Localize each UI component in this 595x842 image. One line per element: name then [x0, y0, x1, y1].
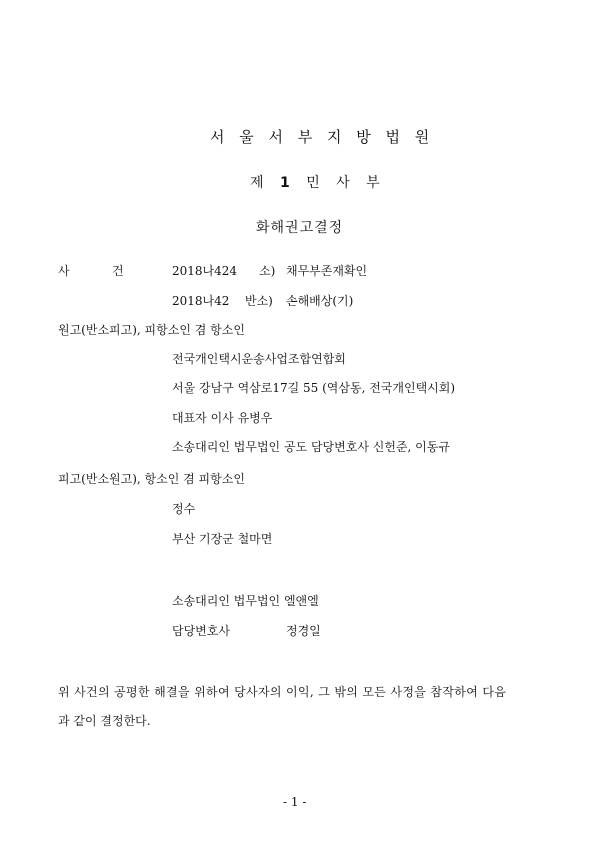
case-label-1: 사 — [58, 264, 70, 278]
defendant-attorney-label: 담당변호사 — [172, 624, 230, 638]
plaintiff-representative: 대표자 이사 유병우 — [172, 411, 273, 425]
plaintiff-address: 서울 강남구 역삼로17길 55 (역삼동, 전국개인택시회) — [172, 381, 456, 395]
division-prefix: 제 — [250, 175, 270, 191]
case-label-2: 건 — [112, 264, 124, 278]
decision-text-line-2: 과 같이 결정한다. — [58, 714, 151, 728]
case-name-2: 손해배상(기) — [286, 294, 354, 308]
plaintiff-name: 전국개인택시운송사업조합연합회 — [172, 352, 346, 366]
defendant-name: 정수 — [172, 502, 196, 516]
case-name-1: 채무부존재확인 — [286, 264, 368, 278]
division-suffix: 민 사 부 — [306, 175, 386, 191]
division — [250, 172, 386, 192]
decision-text-line-1: 위 사건의 공평한 해결을 위하여 당사자의 이익, 그 밖의 모든 사정을 참작하여 다음 — [58, 685, 507, 699]
page-number: - 1 - — [283, 795, 307, 809]
case-number-2: 2018나42 — [172, 294, 230, 308]
division-number: 1 — [279, 175, 296, 191]
case-type-2: 반소) — [245, 294, 273, 308]
plaintiff-counsel: 소송대리인 법무법인 공도 담당변호사 신헌준, 이동규 — [172, 440, 450, 454]
case-type-1: 소) — [259, 264, 276, 278]
document-title: 화해권고결정 — [256, 220, 344, 236]
defendant-counsel: 소송대리인 법무법인 엘앤엘 — [172, 594, 319, 608]
defendant-attorney-name: 정경일 — [286, 624, 321, 638]
defendant-role: 피고(반소원고), 항소인 겸 피항소인 — [58, 472, 245, 486]
plaintiff-role: 원고(반소피고), 피항소인 겸 항소인 — [58, 323, 245, 337]
defendant-address: 부산 기장군 철마면 — [172, 532, 273, 546]
court-name: 서 울 서 부 지 방 법 원 — [210, 128, 435, 146]
case-number-1: 2018나424 — [172, 264, 238, 278]
